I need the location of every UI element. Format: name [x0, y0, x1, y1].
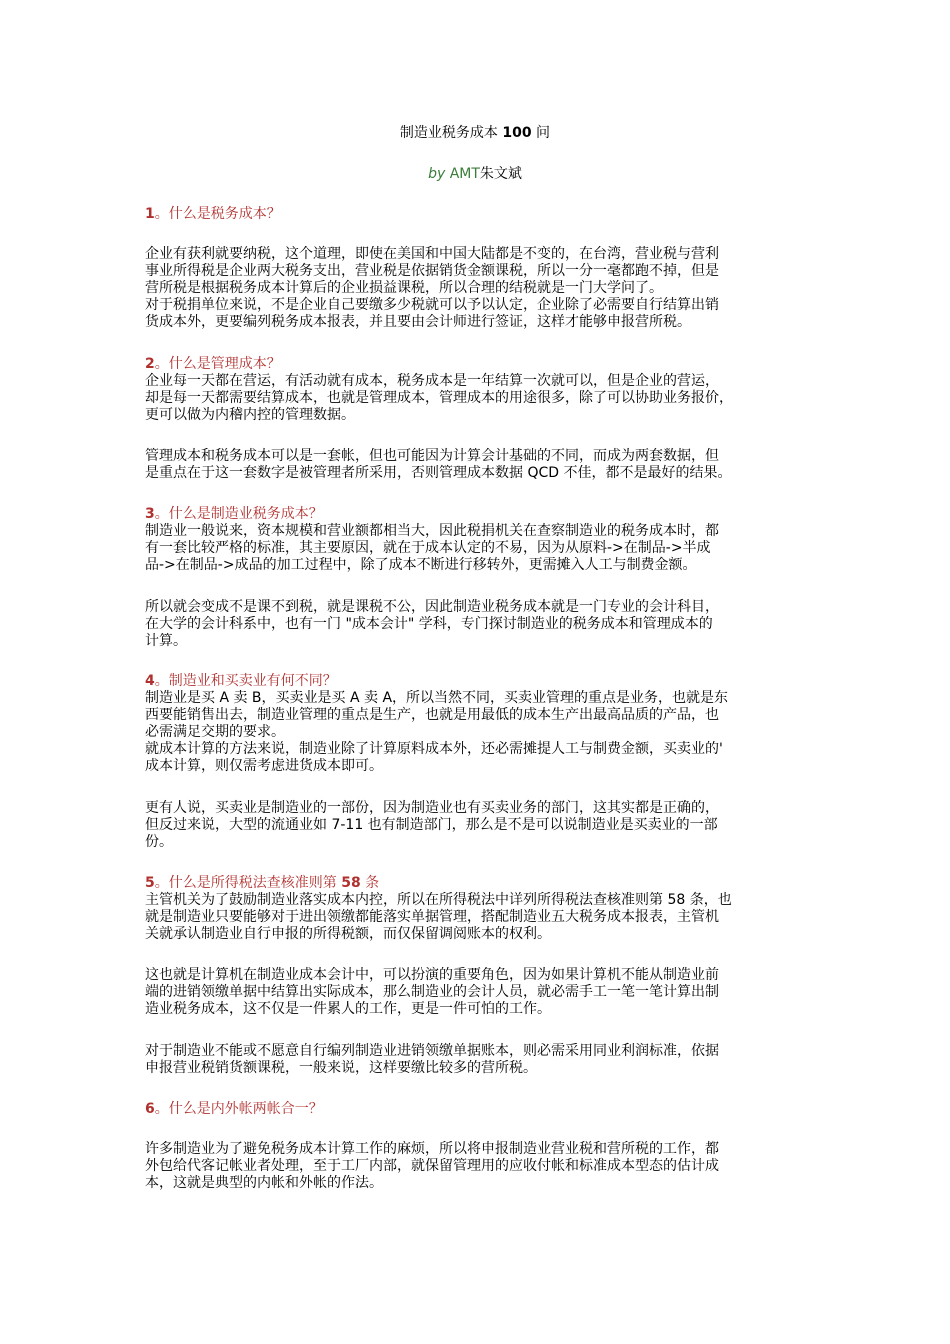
byline-author: 朱文斌 [479, 166, 522, 182]
section-heading [145, 1101, 825, 1118]
byline-amt: AMT [449, 166, 480, 182]
section-title: 。制造业和买卖业有何不同？ [154, 673, 337, 689]
title-suffix: 问 [531, 125, 551, 141]
section-title-suffix: 条 [360, 875, 380, 891]
section-heading [145, 206, 825, 223]
section-heading [145, 506, 825, 523]
paragraph: 主管机关为了鼓励制造业落实成本内控，所以在所得税法中详列所得税法查核准则第 58 条，也 就是制造业只要能够对于进出领缴都能落实单据管理，搭配制造业五大税务成本报表，主管机 关就承认制造业自行申报的所得税额，而仅保留调阅账本的权利。 [145, 892, 732, 942]
paragraph: 管理成本和税务成本可以是一套帐，但也可能因为计算会计基础的不同，而成为两套数据，但 是重点在于这一套数字是被管理者所采用，否则管理成本数据 QCD 不佳，都不是最好的结果。 [145, 448, 732, 481]
section-number: 6 [145, 1101, 155, 1117]
byline-by: by [428, 166, 446, 182]
paragraph: 许多制造业为了避免税务成本计算工作的麻烦，所以将申报制造业营业税和营所税的工作，都 外包给代客记帐业者处理，至于工厂内部，就保留管理用的应收付帐和标准成本型态的估计成 本，这就是典型的内帐和外帐的作法。 [145, 1141, 719, 1191]
section-number: 2 [145, 356, 155, 372]
section-title: 。什么是税务成本？ [154, 206, 281, 222]
section-number: 5 [145, 875, 155, 891]
title-text: 制造业税务成本 [399, 125, 503, 141]
section-title: 。什么是所得税法查核准则第 [154, 875, 342, 891]
paragraph: 更有人说，买卖业是制造业的一部份，因为制造业也有买卖业务的部门，这其实都是正确的， 但反过来说，大型的流通业如 7-11 也有制造部门，那么是不是可以说制造业是买卖业的一部 份。 [145, 800, 719, 850]
section-title-number: 58 [341, 875, 361, 891]
section-title: 。什么是制造业税务成本？ [154, 506, 323, 522]
paragraph: 企业有获利就要纳税，这个道理，即使在美国和中国大陆都是不变的，在台湾，营业税与营利 事业所得税是企业两大税务支出，营业税是依据销货金额课税，所以一分一毫都跑不掉，但是 营所税是根据税务成本计算后的企业损益课税，所以合理的结税就是一门大学问了。 对于税捐单位来说，不是企业自己要缴多少税就可以予以认定，企业除了必需要自行结算出销 货成本外，更要编列税务成本报表，并且要由会计师进行签证，这样才能够申报营所税。 [145, 246, 719, 330]
paragraph: 对于制造业不能或不愿意自行编列制造业进销领缴单据账本，则必需采用同业利润标准，依据 申报营业税销货额课税，一般来说，这样要缴比较多的营所税。 [145, 1043, 719, 1076]
paragraph: 企业每一天都在营运，有活动就有成本，税务成本是一年结算一次就可以，但是企业的营运， 却是每一天都需要结算成本，也就是管理成本，管理成本的用途很多，除了可以协助业务报价， 更可以做为内稽内控的管理数据。 [145, 373, 733, 423]
title-number: 100 [502, 125, 532, 141]
paragraph: 这也就是计算机在制造业成本会计中，可以扮演的重要角色，因为如果计算机不能从制造业前 端的进销领缴单据中结算出实际成本，那么制造业的会计人员，就必需手工一笔一笔计算出制 造业税务成本，这不仅是一件累人的工作，更是一件可怕的工作。 [145, 967, 719, 1017]
section-title: 。什么是管理成本？ [154, 356, 281, 372]
document-title [0, 124, 950, 142]
section-heading [145, 356, 825, 373]
section-number: 3 [145, 506, 155, 522]
section-heading [145, 875, 825, 892]
paragraph: 所以就会变成不是课不到税，就是课税不公，因此制造业税务成本就是一门专业的会计科目， 在大学的会计科系中，也有一门 "成本会计" 学科，专门探讨制造业的税务成本和管理成本的 计算。 [145, 599, 719, 649]
paragraph: 制造业是买 A 卖 B，买卖业是买 A 卖 A，所以当然不同，买卖业管理的重点是业务，也就是东 西要能销售出去，制造业管理的重点是生产，也就是用最低的成本生产出最高品质的产品，也 必需满足交期的要求。 就成本计算的方法来说，制造业除了计算原料成本外，还必需摊提人工与制费金额，买卖业的' 成本计算，则仅需考虑进货成本即可。 [145, 690, 729, 774]
byline [0, 165, 950, 183]
section-heading [145, 673, 825, 690]
section-number: 1 [145, 206, 155, 222]
section-title: 。什么是内外帐两帐合一？ [154, 1101, 323, 1117]
paragraph: 制造业一般说来，资本规模和营业额都相当大，因此税捐机关在查察制造业的税务成本时，都 有一套比较严格的标准，其主要原因，就在于成本认定的不易，因为从原料->在制品->半成 品->在制品->成品的加工过程中，除了成本不断进行移转外，更需摊入人工与制费金额。 [145, 523, 719, 573]
section-number: 4 [145, 673, 155, 689]
